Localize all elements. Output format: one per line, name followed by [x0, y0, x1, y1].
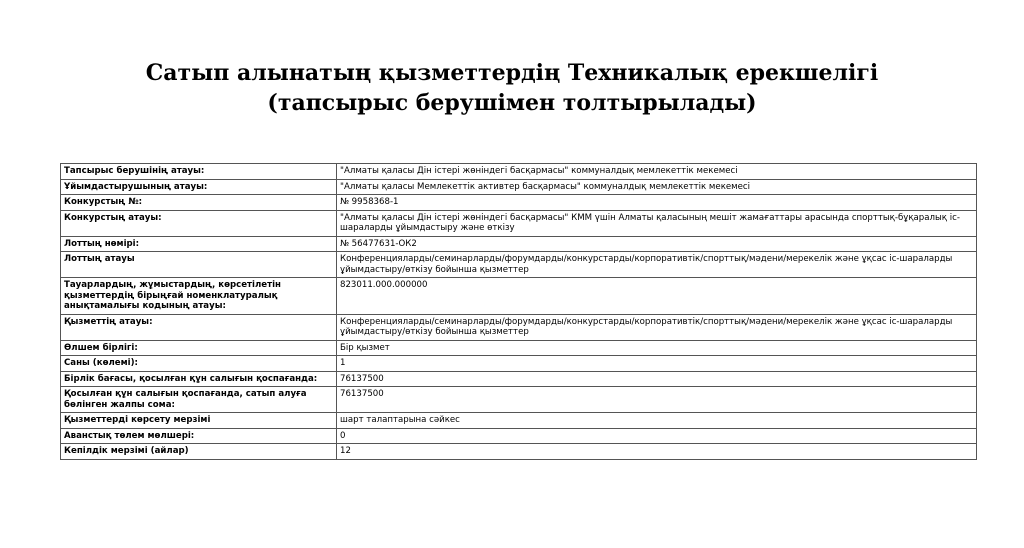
row-value: № 56477631-ОК2	[337, 236, 977, 252]
table-row	[61, 340, 977, 356]
row-value: шарт талаптарына сәйкес	[337, 413, 977, 429]
row-label: Лоттың атауы	[61, 252, 337, 278]
table-row	[61, 252, 977, 278]
row-value: № 9958368-1	[337, 195, 977, 211]
table-row	[61, 210, 977, 236]
row-value: Бір қызмет	[337, 340, 977, 356]
row-value: "Алматы қаласы Дін істері жөніндегі басқармасы" коммуналдық мемлекеттік мекемесі	[337, 164, 977, 180]
row-value: 823011.000.000000	[337, 278, 977, 315]
row-label: Бірлік бағасы, қосылған құн салығын қоспағанда:	[61, 371, 337, 387]
row-value: 1	[337, 356, 977, 372]
table-row	[61, 164, 977, 180]
specification-table-body	[61, 164, 977, 460]
row-value: Конференцияларды/семинарларды/форумдарды/конкурстарды/корпоративтік/спорттық/мәдени/мерекелік және ұқсас іс-шараларды ұйымдастыру/өткізу бойынша қызметтер	[337, 314, 977, 340]
table-row	[61, 314, 977, 340]
row-label: Аванстық төлем мөлшері:	[61, 428, 337, 444]
row-label: Тапсырыс берушінің атауы:	[61, 164, 337, 180]
table-row	[61, 413, 977, 429]
row-label: Қызметтерді көрсету мерзімі	[61, 413, 337, 429]
page-title-line1: Сатып алынатың қызметтердің Техникалық ерекшелігі	[145, 60, 879, 86]
row-label: Конкурстың №:	[61, 195, 337, 211]
row-value: 12	[337, 444, 977, 460]
row-label: Тауарлардың, жұмыстардың, көрсетілетін қызметтердің бірыңғай номенклатуралық анықтамалығы кодының атауы:	[61, 278, 337, 315]
row-value: 76137500	[337, 387, 977, 413]
row-value: Конференцияларды/семинарларды/форумдарды/конкурстарды/корпоративтік/спорттық/мәдени/мерекелік және ұқсас іс-шараларды ұйымдастыру/өткізу бойынша қызметтер	[337, 252, 977, 278]
table-row	[61, 179, 977, 195]
row-value: 76137500	[337, 371, 977, 387]
row-label: Лоттың нөмірі:	[61, 236, 337, 252]
row-label: Өлшем бірлігі:	[61, 340, 337, 356]
row-value: "Алматы қаласы Дін істері жөніндегі басқармасы" КММ үшін Алматы қаласының мешіт жамағаттары арасында спорттық-бұқаралық іс-шараларды ұйымдастыру және өткізу	[337, 210, 977, 236]
specification-table	[60, 163, 977, 460]
page-title-line2: (тапсырыс берушімен толтырылады)	[267, 90, 757, 116]
row-label: Қызметтің атауы:	[61, 314, 337, 340]
table-row	[61, 236, 977, 252]
row-label: Қосылған құн салығын қоспағанда, сатып алуға бөлінген жалпы сома:	[61, 387, 337, 413]
page-title	[0, 58, 1024, 118]
table-row	[61, 356, 977, 372]
row-value: 0	[337, 428, 977, 444]
row-label: Саны (көлемі):	[61, 356, 337, 372]
row-label: Ұйымдастырушының атауы:	[61, 179, 337, 195]
table-row	[61, 428, 977, 444]
row-label: Кепілдік мерзімі (айлар)	[61, 444, 337, 460]
table-row	[61, 387, 977, 413]
table-row	[61, 195, 977, 211]
table-row	[61, 278, 977, 315]
row-label: Конкурстың атауы:	[61, 210, 337, 236]
row-value: "Алматы қаласы Мемлекеттік активтер басқармасы" коммуналдық мемлекеттік мекемесі	[337, 179, 977, 195]
table-row	[61, 371, 977, 387]
table-row	[61, 444, 977, 460]
